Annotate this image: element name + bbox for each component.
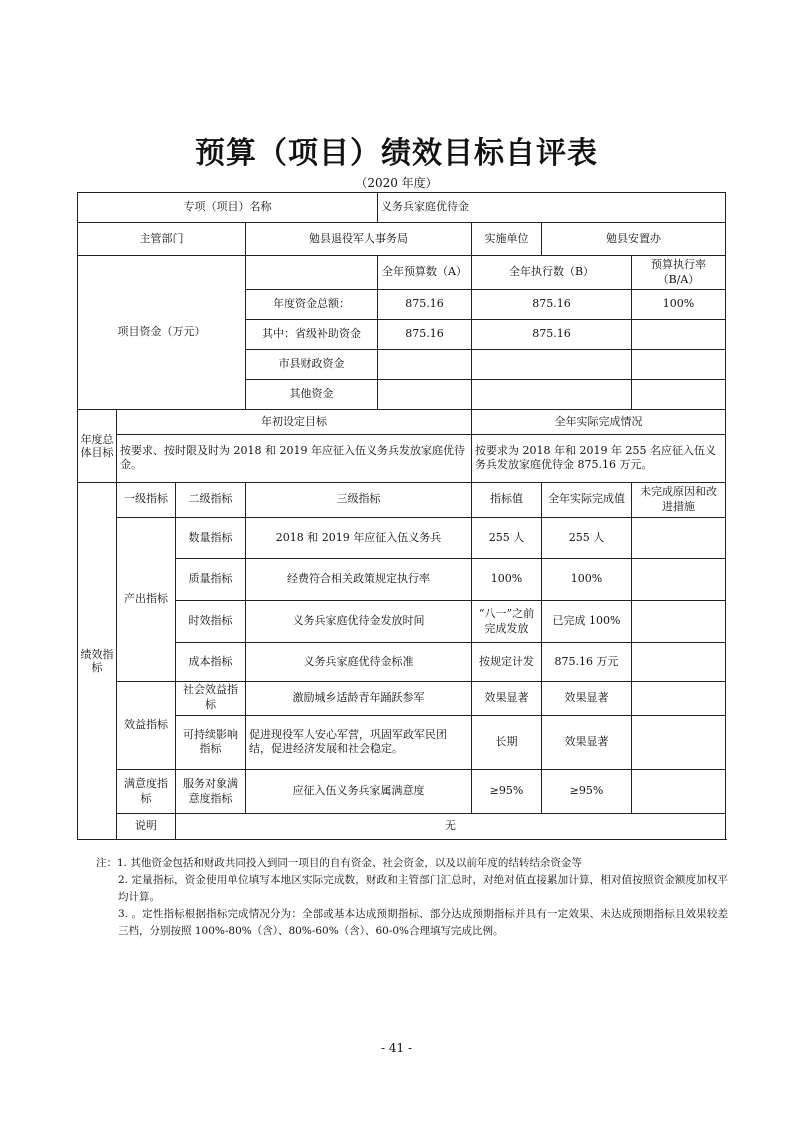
executed-header: 全年执行数（B）	[472, 256, 632, 290]
footnote: 3. 。定性指标根据指标完成情况分为：全部或基本达成预期指标、部分达成预期指标并具有一定效果、未达成预期指标且效果较差三档，分别按照 100%-80%（含）、80%-60%（含）、60-0%合理填写完成比例。	[118, 908, 728, 937]
reason-header: 未完成原因和改进措施	[632, 482, 726, 517]
indicator-row	[78, 770, 726, 814]
funds-row-executed: 875.16	[472, 290, 632, 320]
funds-row-rate: 100%	[632, 290, 726, 320]
performance-indicators-label: 绩效指标	[78, 482, 117, 839]
goals-row	[78, 435, 726, 483]
indicator-reason	[632, 770, 726, 814]
project-name-row	[78, 193, 726, 223]
budget-header: 全年预算数（A）	[378, 256, 472, 290]
indicator-target: ≥95%	[472, 770, 542, 814]
indicator-target: 长期	[472, 715, 542, 770]
indicator-level3: 义务兵家庭优待金发放时间	[246, 600, 472, 642]
indicator-level2: 社会效益指标	[176, 681, 246, 715]
indicator-level2: 质量指标	[176, 559, 246, 600]
indicator-reason	[632, 559, 726, 600]
funds-header-blank	[246, 256, 378, 290]
indicator-level2: 时效指标	[176, 600, 246, 642]
target-header: 指标值	[472, 482, 542, 517]
year-subtitle: （2020 年度）	[355, 176, 438, 190]
footnote: 2. 定量指标，资金使用单位填写本地区实际完成数，财政和主管部门汇总时，对绝对值直接累加计算，相对值按照资金额度加权平均计算。	[118, 874, 728, 903]
funds-row-budget	[378, 380, 472, 410]
funds-row-executed	[472, 350, 632, 380]
indicator-target: 效果显著	[472, 681, 542, 715]
indicator-level3: 激励城乡适龄青年踊跃参军	[246, 681, 472, 715]
project-name-label: 专项（项目）名称	[78, 193, 378, 223]
funds-row-budget: 875.16	[378, 290, 472, 320]
actual-completion-header: 全年实际完成情况	[472, 410, 726, 435]
funds-row-executed	[472, 380, 632, 410]
indicator-reason	[632, 643, 726, 681]
actual-value-header: 全年实际完成值	[542, 482, 632, 517]
level3-header: 三级指标	[246, 482, 472, 517]
funds-label: 项目资金（万元）	[78, 256, 246, 410]
funds-row-rate	[632, 350, 726, 380]
remark-row	[78, 813, 726, 839]
indicator-row	[78, 600, 726, 642]
annual-goals-label: 年度总体目标	[78, 410, 117, 483]
department-value: 勉县退役军人事务局	[246, 223, 472, 256]
level2-header: 二级指标	[176, 482, 246, 517]
indicator-target: “八一”之前完成发放	[472, 600, 542, 642]
actual-completion-text: 按要求为 2018 年和 2019 年 255 名应征入伍义务兵发放家庭优待金 875.16 万元。	[472, 435, 726, 483]
indicator-header-row	[78, 482, 726, 517]
indicator-actual: ≥95%	[542, 770, 632, 814]
indicator-actual: 255 人	[542, 517, 632, 558]
indicator-target: 100%	[472, 559, 542, 600]
self-evaluation-table	[77, 192, 726, 840]
funds-row-executed: 875.16	[472, 320, 632, 350]
satisfaction-indicators-label: 满意度指标	[117, 770, 176, 814]
implementing-unit-label: 实施单位	[472, 223, 542, 256]
project-name-value: 义务兵家庭优待金	[378, 193, 726, 223]
funds-row-label: 市县财政资金	[246, 350, 378, 380]
set-goal-header: 年初设定目标	[117, 410, 472, 435]
funds-row-rate	[632, 380, 726, 410]
page-title: 预算（项目）绩效目标自评表	[195, 136, 598, 171]
indicator-actual: 效果显著	[542, 715, 632, 770]
remark-label: 说明	[117, 813, 176, 839]
footnote: 注：1. 其他资金包括和财政共同投入到同一项目的自有资金、社会资金，以及以前年度的结转结余资金等	[96, 857, 582, 869]
page-number: - 41 -	[380, 1041, 412, 1055]
level1-header: 一级指标	[117, 482, 176, 517]
funds-row-budget	[378, 350, 472, 380]
department-row	[78, 223, 726, 256]
indicator-level3: 应征入伍义务兵家属满意度	[246, 770, 472, 814]
indicator-level3: 促进现役军人安心军营，巩固军政军民团结，促进经济发展和社会稳定。	[246, 715, 472, 770]
funds-row-budget: 875.16	[378, 320, 472, 350]
indicator-reason	[632, 517, 726, 558]
set-goal-text: 按要求、按时限及时为 2018 和 2019 年应征入伍义务兵发放家庭优待金。	[117, 435, 472, 483]
indicator-row	[78, 681, 726, 715]
benefit-indicators-label: 效益指标	[117, 681, 176, 770]
funds-row-label: 其他资金	[246, 380, 378, 410]
funds-row-label: 其中：省级补助资金	[246, 320, 378, 350]
indicator-level3: 经费符合相关政策规定执行率	[246, 559, 472, 600]
rate-header: 预算执行率（B/A）	[632, 256, 726, 290]
indicator-level2: 可持续影响指标	[176, 715, 246, 770]
indicator-reason	[632, 600, 726, 642]
indicator-level3: 义务兵家庭优待金标准	[246, 643, 472, 681]
funds-header-row	[78, 256, 726, 290]
indicator-level3: 2018 和 2019 年应征入伍义务兵	[246, 517, 472, 558]
indicator-target: 按规定计发	[472, 643, 542, 681]
indicator-actual: 已完成 100%	[542, 600, 632, 642]
indicator-row	[78, 517, 726, 558]
indicator-row	[78, 715, 726, 770]
indicator-actual: 875.16 万元	[542, 643, 632, 681]
indicator-actual: 效果显著	[542, 681, 632, 715]
indicator-row	[78, 559, 726, 600]
funds-row-rate	[632, 320, 726, 350]
indicator-level2: 成本指标	[176, 643, 246, 681]
output-indicators-label: 产出指标	[117, 517, 176, 681]
indicator-actual: 100%	[542, 559, 632, 600]
indicator-level2: 数量指标	[176, 517, 246, 558]
department-label: 主管部门	[78, 223, 246, 256]
remark-value: 无	[176, 813, 726, 839]
indicator-reason	[632, 715, 726, 770]
footnotes	[96, 855, 728, 940]
goals-header-row	[78, 410, 726, 435]
funds-row-label: 年度资金总额：	[246, 290, 378, 320]
implementing-unit-value: 勉县安置办	[542, 223, 726, 256]
indicator-reason	[632, 681, 726, 715]
indicator-target: 255 人	[472, 517, 542, 558]
indicator-row	[78, 643, 726, 681]
indicator-level2: 服务对象满意度指标	[176, 770, 246, 814]
